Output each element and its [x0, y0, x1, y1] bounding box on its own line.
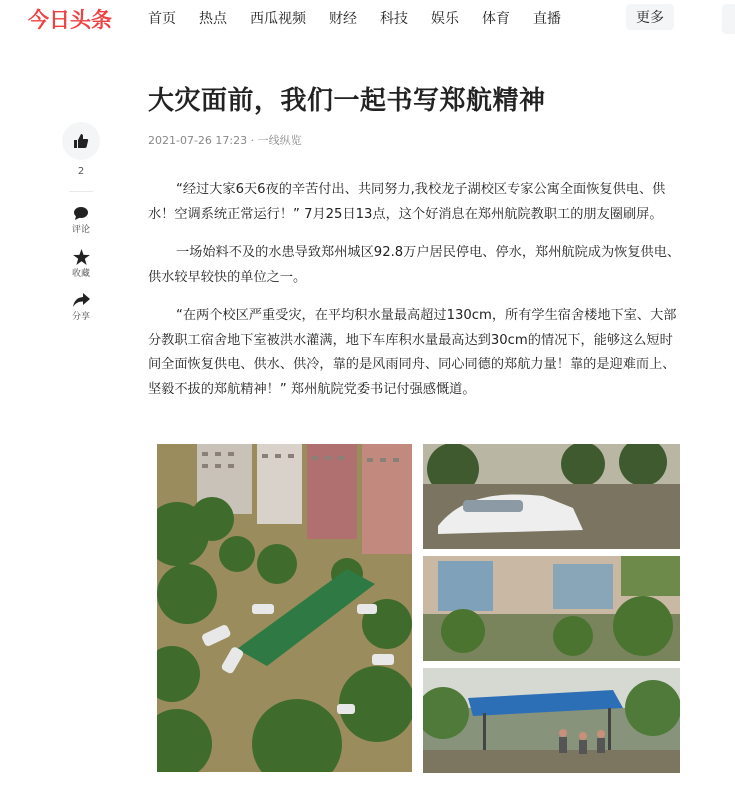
- flooded-building-photo[interactable]: [423, 556, 680, 661]
- nav-item-hot[interactable]: 热点: [199, 11, 227, 27]
- search-box[interactable]: [722, 4, 735, 34]
- article-paragraph: 一场始料不及的水患导致郑州城区92.8万户居民停电、停水，郑州航院成为恢复供电、供水较早较快的单位之一。: [148, 245, 681, 285]
- article-paragraph: “在两个校区严重受灾，在平均积水量最高超过130cm，所有学生宿舍楼地下室、大部分教职工宿舍地下室被洪水灌满，地下车库积水量最高达到30cm的情况下，能够这么短时间全面恢复供电、供水、供冷，靠的是风雨同舟、同心同德的郑航力量！靠的是迎难而上、坚毅不拔的郑航精神！” 郑州航院党委书记付强感慨道。: [148, 308, 677, 397]
- share-label: 分享: [71, 312, 90, 322]
- nav-more-button[interactable]: 更多: [626, 4, 674, 30]
- top-nav: [0, 0, 735, 36]
- article-actions-sidebar: [60, 122, 102, 322]
- article-meta: 2021-07-26 17:23 · 一线纵览: [148, 134, 302, 147]
- collect-label: 收藏: [71, 269, 90, 279]
- nav-menu: [148, 0, 584, 36]
- comment-icon: [73, 206, 89, 221]
- article-paragraph: “经过大家6天6夜的辛苦付出、共同努力,我校龙子湖校区专家公寓全面恢复供电、供水！空调系统正常运行！” 7月25日13点，这个好消息在郑州航院教职工的朋友圈刷屏。: [148, 182, 666, 222]
- thumbs-up-icon: [73, 133, 89, 149]
- nav-item-sports[interactable]: 体育: [482, 11, 510, 27]
- people-wading-photo[interactable]: [423, 668, 680, 773]
- collect-button[interactable]: [60, 249, 102, 279]
- nav-item-tech[interactable]: 科技: [380, 11, 408, 27]
- submerged-car-photo[interactable]: [423, 444, 680, 549]
- like-button[interactable]: [62, 122, 100, 160]
- nav-item-home[interactable]: 首页: [148, 11, 176, 27]
- star-icon: [73, 249, 90, 265]
- share-icon: [73, 293, 90, 308]
- nav-item-live[interactable]: 直播: [533, 11, 561, 27]
- comment-label: 评论: [71, 225, 90, 235]
- article-body: [148, 178, 683, 416]
- nav-item-entertainment[interactable]: 娱乐: [431, 11, 459, 27]
- like-count: 2: [77, 166, 85, 177]
- sidebar-divider: [69, 191, 93, 192]
- flooded-campus-aerial-photo[interactable]: [157, 444, 412, 772]
- nav-item-xigua-video[interactable]: 西瓜视频: [250, 11, 306, 27]
- nav-item-finance[interactable]: 财经: [329, 11, 357, 27]
- share-button[interactable]: [60, 293, 102, 322]
- article-title: 大灾面前，我们一起书写郑航精神: [148, 86, 546, 116]
- site-logo[interactable]: 今日头条: [28, 8, 112, 32]
- comment-button[interactable]: [60, 206, 102, 235]
